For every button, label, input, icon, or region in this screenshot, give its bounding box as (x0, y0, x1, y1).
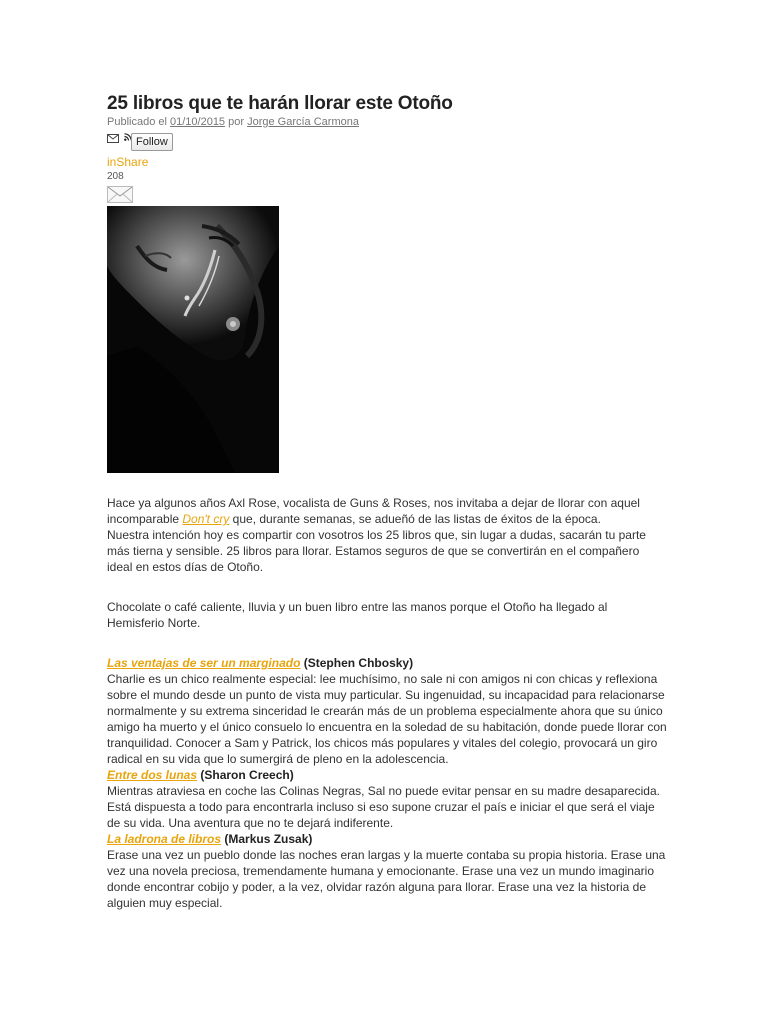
book-entry (107, 767, 667, 831)
book-list (107, 655, 667, 911)
intro-paragraph-3: Chocolate o café caliente, lluvia y un buen libro entre las manos porque el Otoño ha llegado al Hemisferio Norte. (107, 600, 608, 630)
book-entry (107, 655, 667, 767)
by-label: por (228, 116, 245, 128)
intro-text-after-link: que, durante semanas, se adueñó de las listas de éxitos de la época. (229, 512, 601, 526)
social-bar (107, 132, 667, 152)
envelope-icon[interactable] (107, 134, 119, 143)
follow-button[interactable]: Follow (131, 133, 173, 151)
article (107, 92, 667, 911)
email-share-icon[interactable] (107, 186, 133, 203)
intro-section (107, 495, 667, 631)
share-count: 208 (107, 171, 124, 182)
crying-woman-photo (107, 206, 279, 473)
publish-date-link[interactable]: 01/10/2015 (170, 116, 226, 128)
book-description: Mientras atraviesa en coche las Colinas Negras, Sal no puede evitar pensar en su madre desaparecida. Está dispuesta a todo para encontrarla incluso si eso supone cruzar el país e iniciar el que será el viaje de su vida. Una aventura que no te dejará indiferente. (107, 784, 660, 830)
inshare-link[interactable]: inShare (107, 155, 149, 169)
intro-paragraph-2: Nuestra intención hoy es compartir con vosotros los 25 libros que, sin lugar a dudas, sacarán tu parte más tierna y sensible. 25 libros para llorar. Estamos seguros de que se convertirán en el compañero ideal en estos días de Otoño. (107, 528, 646, 574)
article-title: 25 libros que te harán llorar este Otoño (107, 93, 453, 114)
book-entry (107, 831, 667, 911)
book-author: (Sharon Creech) (200, 768, 294, 782)
book-description: Erase una vez un pueblo donde las noches eran largas y la muerte contaba su propia historia. Erase una vez una novela preciosa, tremendamente humana y emocionante. Erase una vez un mundo imaginario donde encontrar cobijo y poder, a la vez, olvidar razón alguna para llorar. Erase una vez la historia de alguien muy especial. (107, 848, 666, 910)
article-meta (107, 116, 667, 129)
intro-paragraph-1 (107, 495, 667, 527)
author-link[interactable]: Jorge García Carmona (247, 116, 359, 128)
published-prefix: Publicado el (107, 116, 167, 128)
dont-cry-link[interactable]: Don't cry (182, 512, 230, 526)
intro-text-before-link: Hace ya algunos años Axl Rose, vocalista de Guns & Roses, nos invitaba a dejar de llorar con aquel incomparable (107, 496, 640, 526)
book-title-link[interactable]: Las ventajas de ser un marginado (107, 656, 301, 670)
book-title-link[interactable]: Entre dos lunas (107, 768, 198, 782)
book-author: (Markus Zusak) (224, 832, 313, 846)
book-author: (Stephen Chbosky) (303, 656, 414, 670)
book-description: Charlie es un chico realmente especial: lee muchísimo, no sale ni con amigos ni con chicas y reflexiona sobre el mundo desde un punto de vista muy particular. Su ingenuidad, su incapacidad para relacionarse normalmente y su extrema sinceridad le crearán más de un problema especialmente ahora que su único amigo ha muerto y el único consuelo lo encuentra en la soledad de su habitación, donde puede llorar con tranquilidad. Conocer a Sam y Patrick, los chicos más populares y vitales del colegio, provocará un giro radical en su vida que lo sumergirá de pleno en la adolescencia. (107, 672, 667, 766)
book-title-link[interactable]: La ladrona de libros (107, 832, 222, 846)
